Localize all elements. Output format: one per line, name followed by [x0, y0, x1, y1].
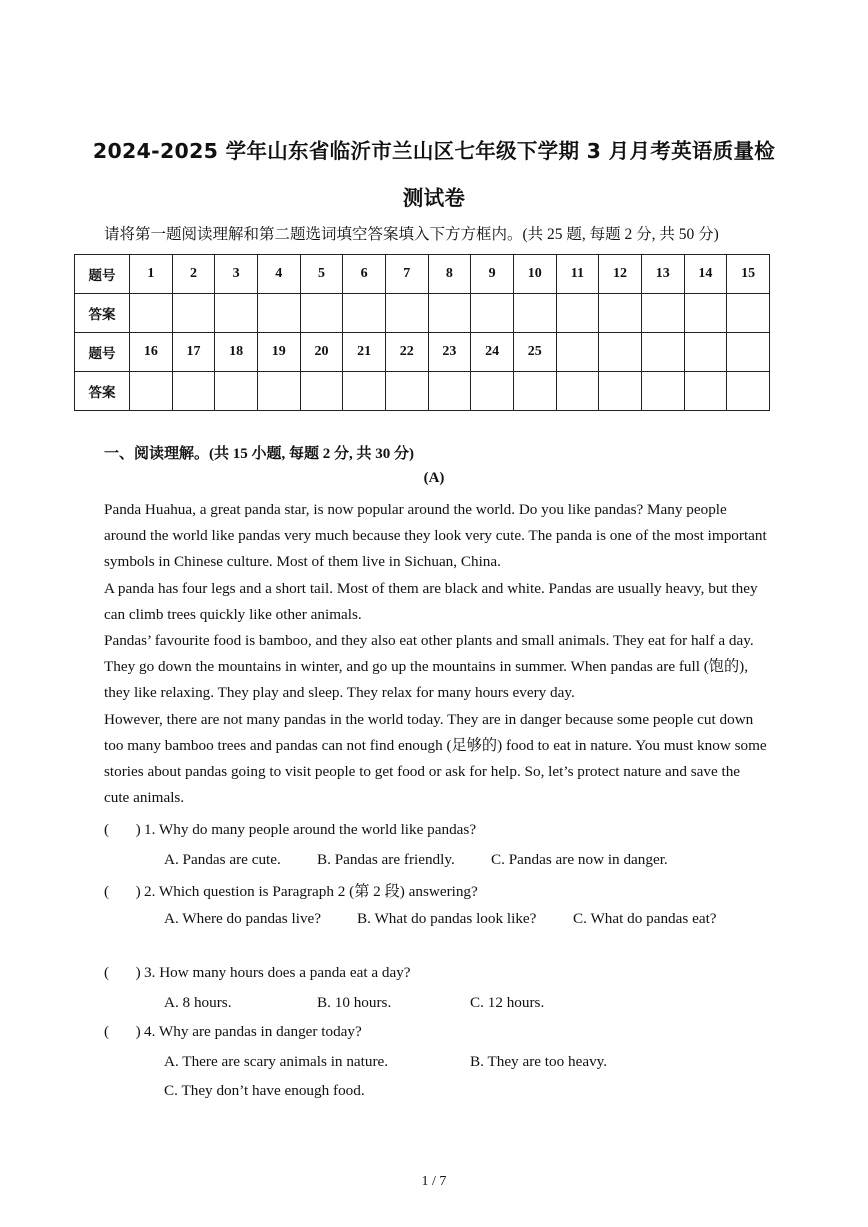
question-number-cell: 15	[727, 255, 770, 294]
answer-cell[interactable]	[684, 372, 727, 411]
question-3	[104, 964, 411, 982]
answer-cell[interactable]	[257, 294, 300, 333]
question-number-cell: 13	[641, 255, 684, 294]
section1-heading: 一、阅读理解。(共 15 小题, 每题 2 分, 共 30 分)	[104, 446, 414, 462]
question-number-cell	[684, 333, 727, 372]
question-number-row	[75, 333, 770, 372]
question-number-cell: 25	[513, 333, 556, 372]
question-number-cell: 21	[343, 333, 386, 372]
reading-passage	[104, 497, 768, 811]
question-number-cell: 9	[471, 255, 514, 294]
answer-cell[interactable]	[343, 372, 386, 411]
answer-cell[interactable]	[257, 372, 300, 411]
question-number-cell: 7	[385, 255, 428, 294]
answer-instruction: 请将第一题阅读理解和第二题选词填空答案填入下方方框内。(共 25 题, 每题 2 分, 共 50 分)	[104, 226, 719, 243]
answer-cell[interactable]	[641, 294, 684, 333]
option-c[interactable]: C. What do pandas eat?	[573, 910, 717, 927]
number-row-label: 题号	[75, 255, 130, 294]
number-row-label: 题号	[75, 333, 130, 372]
question-number-cell: 5	[300, 255, 343, 294]
question-number-cell: 4	[257, 255, 300, 294]
answer-blank[interactable]: ( )	[104, 821, 141, 838]
option-b[interactable]: B. Pandas are friendly.	[317, 851, 455, 868]
option-c[interactable]: C. Pandas are now in danger.	[491, 851, 668, 868]
question-number-cell	[556, 333, 599, 372]
option-a[interactable]: A. 8 hours.	[164, 994, 232, 1011]
question-number-cell: 19	[257, 333, 300, 372]
answer-cell[interactable]	[300, 294, 343, 333]
question-number-cell	[641, 333, 684, 372]
answer-cell[interactable]	[428, 372, 471, 411]
answer-cell[interactable]	[471, 372, 514, 411]
answer-cell[interactable]	[215, 372, 258, 411]
option-c[interactable]: C. 12 hours.	[470, 994, 545, 1011]
question-number-cell: 1	[130, 255, 173, 294]
question-number-row	[75, 255, 770, 294]
question-1	[104, 821, 476, 839]
answer-cell[interactable]	[599, 372, 642, 411]
answer-cell[interactable]	[172, 372, 215, 411]
question-number-cell: 2	[172, 255, 215, 294]
answer-cell[interactable]	[727, 372, 770, 411]
answer-cell[interactable]	[471, 294, 514, 333]
question-number-cell: 22	[385, 333, 428, 372]
question-number-cell: 11	[556, 255, 599, 294]
exam-title-line2: 测试卷	[402, 186, 466, 210]
question-number-cell: 10	[513, 255, 556, 294]
question-number-cell: 20	[300, 333, 343, 372]
answer-row	[75, 372, 770, 411]
question-number-cell: 24	[471, 333, 514, 372]
answer-cell[interactable]	[215, 294, 258, 333]
answer-cell[interactable]	[513, 372, 556, 411]
answer-cell[interactable]	[556, 294, 599, 333]
option-c[interactable]: C. They don’t have enough food.	[164, 1082, 365, 1099]
question-number-cell: 3	[215, 255, 258, 294]
question-number-cell: 14	[684, 255, 727, 294]
question-number-cell: 18	[215, 333, 258, 372]
page-number: 1 / 7	[421, 1174, 447, 1189]
question-number-cell	[599, 333, 642, 372]
answer-cell[interactable]	[130, 294, 173, 333]
question-stem: 4. Why are pandas in danger today?	[144, 1023, 362, 1040]
option-a[interactable]: A. Where do pandas live?	[164, 910, 322, 927]
answer-blank[interactable]: ( )	[104, 883, 141, 900]
answer-cell[interactable]	[727, 294, 770, 333]
passage-paragraph-1: Panda Huahua, a great panda star, is now popular around the world. Do you like pandas? Many people around the world like pandas very much because they look very cute. The panda is one of the most important symbols in Chinese culture. Most of them live in Sichuan, China.	[104, 501, 767, 571]
answer-row	[75, 294, 770, 333]
answer-cell[interactable]	[556, 372, 599, 411]
answer-cell[interactable]	[599, 294, 642, 333]
option-a[interactable]: A. Pandas are cute.	[164, 851, 281, 868]
passage-paragraph-2: A panda has four legs and a short tail. Most of them are black and white. Pandas are usually heavy, but they can climb trees quickly like other animals.	[104, 579, 758, 623]
answer-cell[interactable]	[385, 372, 428, 411]
answer-cell[interactable]	[513, 294, 556, 333]
question-number-cell: 23	[428, 333, 471, 372]
option-b[interactable]: B. What do pandas look like?	[357, 910, 537, 927]
answer-row-label: 答案	[75, 294, 130, 333]
answer-cell[interactable]	[172, 294, 215, 333]
answer-cell[interactable]	[428, 294, 471, 333]
question-number-cell: 6	[343, 255, 386, 294]
answer-blank[interactable]: ( )	[104, 1023, 141, 1040]
option-b[interactable]: B. They are too heavy.	[470, 1053, 608, 1070]
question-stem: 3. How many hours does a panda eat a day?	[144, 964, 411, 981]
answer-cell[interactable]	[130, 372, 173, 411]
question-number-cell: 17	[172, 333, 215, 372]
question-4	[104, 1023, 362, 1041]
option-a[interactable]: A. There are scary animals in nature.	[164, 1053, 389, 1070]
exam-title-line1: 2024-2025 学年山东省临沂市兰山区七年级下学期 3 月月考英语质量检	[92, 139, 776, 163]
passage-paragraph-3: Pandas’ favourite food is bamboo, and they also eat other plants and small animals. They eat for half a day. They go down the mountains in winter, and go up the mountains in summer. When pandas are full (饱的), they like relaxing. They play and sleep. They relax for many hours every day.	[104, 632, 754, 702]
answer-blank[interactable]: ( )	[104, 964, 141, 981]
answer-cell[interactable]	[385, 294, 428, 333]
answer-cell[interactable]	[641, 372, 684, 411]
answer-cell[interactable]	[684, 294, 727, 333]
passage-label: (A)	[423, 470, 445, 486]
option-b[interactable]: B. 10 hours.	[317, 994, 392, 1011]
question-stem: 1. Why do many people around the world like pandas?	[144, 821, 477, 838]
question-number-cell	[727, 333, 770, 372]
answer-table	[74, 254, 770, 411]
answer-row-label: 答案	[75, 372, 130, 411]
question-2	[104, 880, 478, 901]
answer-cell[interactable]	[343, 294, 386, 333]
passage-paragraph-4: However, there are not many pandas in the world today. They are in danger because some people cut down too many bamboo trees and pandas can not find enough (足够的) food to eat in nature. You must know some stories about pandas going to visit people to get food or ask for help. So, let’s protect nature and save the cute animals.	[104, 710, 767, 807]
question-stem: 2. Which question is Paragraph 2 (第 2 段) answering?	[144, 883, 478, 900]
answer-cell[interactable]	[300, 372, 343, 411]
question-number-cell: 12	[599, 255, 642, 294]
question-number-cell: 16	[130, 333, 173, 372]
question-number-cell: 8	[428, 255, 471, 294]
